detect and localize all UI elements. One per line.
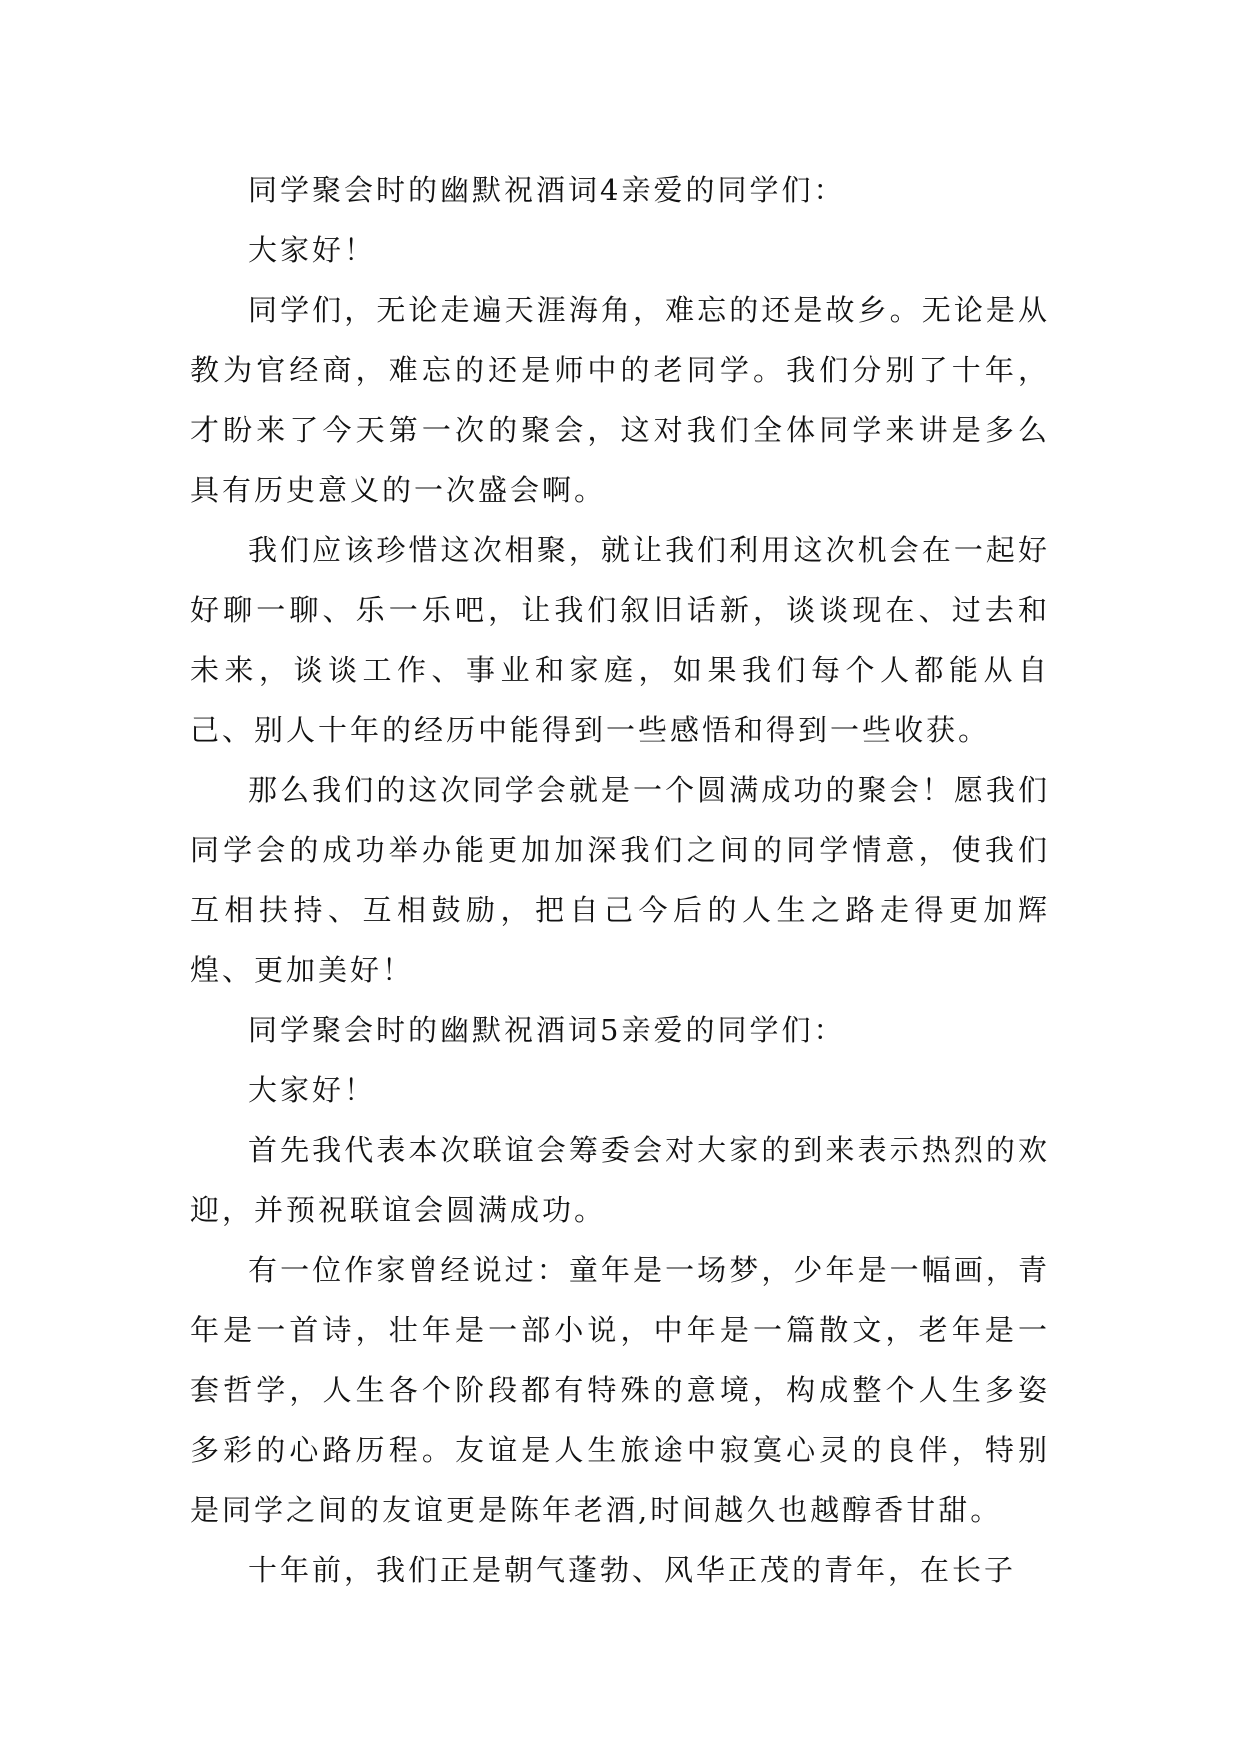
speech-heading-5: 同学聚会时的幽默祝酒词5亲爱的同学们： bbox=[248, 1013, 846, 1047]
document-body bbox=[190, 160, 1050, 1600]
body-paragraph: 那么我们的这次同学会就是一个圆满成功的聚会！愿我们同学会的成功举办能更加加深我们之间的同学情意，使我们互相扶持、互相鼓励，把自己今后的人生之路走得更加辉煌、更加美好！ bbox=[190, 773, 1050, 987]
body-paragraph: 有一位作家曾经说过：童年是一场梦，少年是一幅画，青年是一首诗，壮年是一部小说，中年是一篇散文，老年是一套哲学，人生各个阶段都有特殊的意境，构成整个人生多姿多彩的心路历程。友谊是人生旅途中寂寞心灵的良伴，特别是同学之间的友谊更是陈年老酒,时间越久也越醇香甘甜。 bbox=[190, 1253, 1050, 1527]
body-paragraph: 同学们，无论走遍天涯海角，难忘的还是故乡。无论是从教为官经商，难忘的还是师中的老同学。我们分别了十年，才盼来了今天第一次的聚会，这对我们全体同学来讲是多么具有历史意义的一次盛会啊。 bbox=[190, 293, 1050, 507]
body-paragraph: 我们应该珍惜这次相聚，就让我们利用这次机会在一起好好聊一聊、乐一乐吧，让我们叙旧话新，谈谈现在、过去和未来，谈谈工作、事业和家庭，如果我们每个人都能从自己、别人十年的经历中能得到一些感悟和得到一些收获。 bbox=[190, 533, 1050, 747]
body-paragraph: 首先我代表本次联谊会筹委会对大家的到来表示热烈的欢迎，并预祝联谊会圆满成功。 bbox=[190, 1133, 1050, 1227]
speech-heading-4: 同学聚会时的幽默祝酒词4亲爱的同学们： bbox=[248, 173, 846, 207]
greeting-paragraph: 大家好！ bbox=[248, 1073, 377, 1107]
greeting-paragraph: 大家好！ bbox=[248, 233, 377, 267]
body-paragraph: 十年前，我们正是朝气蓬勃、风华正茂的青年，在长子 bbox=[248, 1553, 1017, 1587]
